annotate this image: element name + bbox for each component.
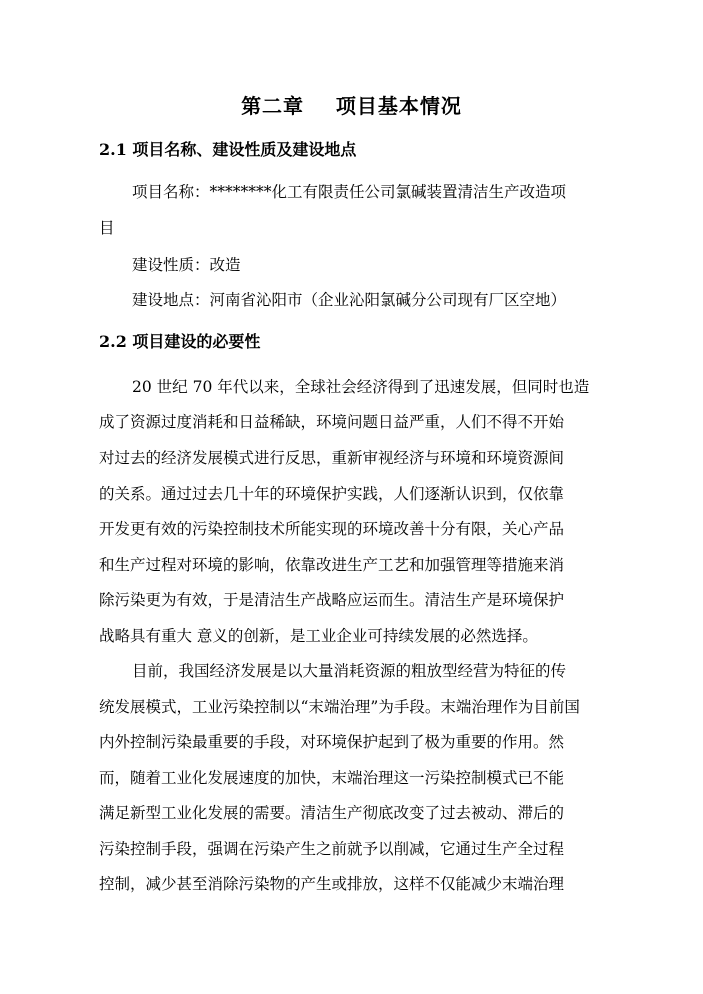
paragraph-1-line: 对过去的经济发展模式进行反思，重新审视经济与环境和环境资源间 <box>99 449 565 467</box>
chapter-title: 第二章 项目基本情况 <box>241 94 462 118</box>
section-heading-2-1: 2.1 项目名称、建设性质及建设地点 <box>99 140 357 159</box>
section-heading-2-2: 2.2 项目建设的必要性 <box>99 332 261 351</box>
paragraph-1-line: 和生产过程对环境的影响，依靠改进生产工艺和加强管理等措施来消 <box>99 556 565 574</box>
paragraph-2-line: 污染控制手段，强调在污染产生之前就予以削减，它通过生产全过程 <box>99 840 565 858</box>
paragraph-2-line: 而，随着工业化发展速度的加快，末端治理这一污染控制模式已不能 <box>99 769 565 787</box>
paragraph-1-line: 的关系。通过过去几十年的环境保护实践，人们逐渐认识到，仅依靠 <box>99 485 565 503</box>
project-name-line: 项目名称：********化工有限责任公司氯碱装置清洁生产改造项 <box>132 183 567 201</box>
paragraph-1-line: 除污染更为有效，于是清洁生产战略应运而生。清洁生产是环境保护 <box>99 591 565 609</box>
paragraph-2-line: 统发展模式，工业污染控制以“末端治理”为手段。末端治理作为目前国 <box>99 698 580 716</box>
paragraph-2-line: 目前，我国经济发展是以大量消耗资源的粗放型经营为特征的传 <box>132 662 567 680</box>
paragraph-1-line: 战略具有重大 意义的创新，是工业企业可持续发展的必然选择。 <box>99 627 538 645</box>
paragraph-2-line: 内外控制污染最重要的手段，对环境保护起到了极为重要的作用。然 <box>99 733 565 751</box>
paragraph-1-line: 成了资源过度消耗和日益稀缺，环境问题日益严重，人们不得不开始 <box>99 413 565 431</box>
paragraph-2-line: 控制，减少甚至消除污染物的产生或排放，这样不仅能减少末端治理 <box>99 875 565 893</box>
construction-site-line: 建设地点：河南省沁阳市（企业沁阳氯碱分公司现有厂区空地） <box>132 291 567 309</box>
construction-nature-line: 建设性质：改造 <box>132 256 241 274</box>
paragraph-2-line: 满足新型工业化发展的需要。清洁生产彻底改变了过去被动、滞后的 <box>99 804 565 822</box>
project-name-line-continued: 目 <box>99 219 115 237</box>
paragraph-1-line: 开发更有效的污染控制技术所能实现的环境改善十分有限，关心产品 <box>99 520 565 538</box>
paragraph-1-line: 20 世纪 70 年代以来，全球社会经济得到了迅速发展，但同时也造 <box>132 378 590 396</box>
